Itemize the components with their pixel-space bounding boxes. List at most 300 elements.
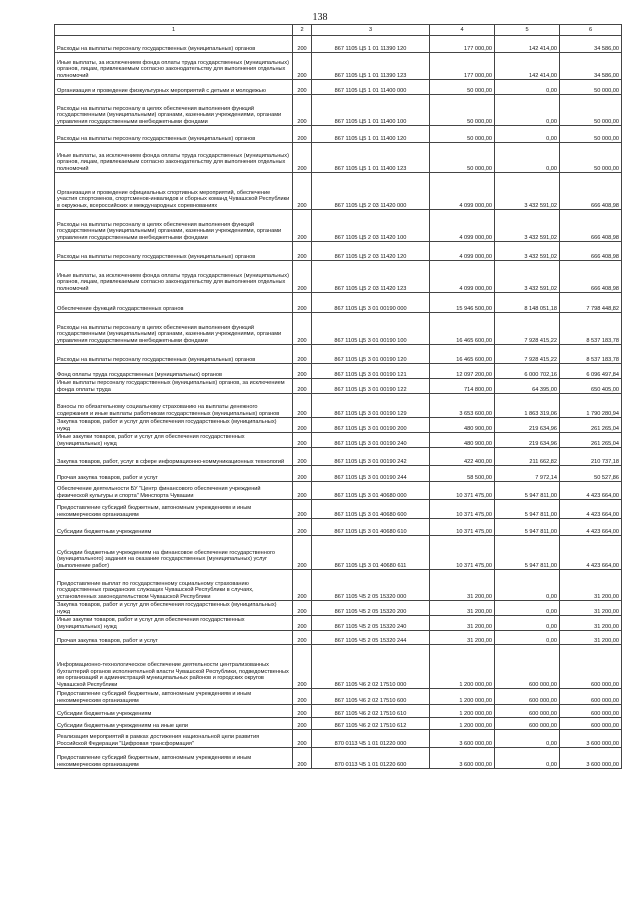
budget-class-code-cell [312,616,430,631]
table-row [55,261,622,293]
row-name-cell [55,53,293,80]
approved-amount-cell [430,536,495,570]
executed-amount-cell [495,95,560,126]
budget-class-code-cell-text: 867 1105 Ц5 2 03 11420 120 [334,253,407,260]
row-name-cell [55,601,293,616]
executed-amount-cell-text: 142 414,00 [529,72,557,79]
admin-code-cell [293,718,312,730]
budget-execution-table [54,24,622,769]
admin-code-cell [293,364,312,379]
row-name-cell-text: Предоставление субсидий бюджетным, автономным учреждениям и иным некоммерческим организациям [57,691,252,704]
table-row [55,313,622,345]
approved-amount-cell [430,705,495,718]
admin-code-cell [293,80,312,95]
unexecuted-amount-cell-text: 50 527,86 [594,474,619,481]
approved-amount-cell [430,36,495,53]
budget-class-code-cell-text: 867 1105 Ч5 2 05 15320 200 [334,608,407,615]
unexecuted-amount-cell [560,616,622,631]
executed-amount-cell-text: 3 432 591,02 [524,253,557,260]
admin-code-cell [293,631,312,645]
budget-class-code-cell [312,433,430,448]
admin-code-cell [293,95,312,126]
approved-amount-cell-text: 3 600 000,00 [459,761,492,768]
budget-class-code-cell [312,482,430,500]
executed-amount-cell-text: 1 863 319,06 [524,410,557,417]
approved-amount-cell-text: 31 200,00 [467,637,492,644]
executed-amount-cell [495,601,560,616]
unexecuted-amount-cell [560,261,622,293]
executed-amount-cell [495,730,560,748]
budget-class-code-cell-text: 867 1105 Ч6 2 02 17510 612 [334,722,407,729]
executed-amount-cell-text: 211 662,82 [529,458,557,465]
executed-amount-cell-text: 64 395,00 [532,386,557,393]
unexecuted-amount-cell-text: 31 200,00 [594,623,619,630]
row-name-cell [55,36,293,53]
unexecuted-amount-cell-text: 7 798 448,82 [586,305,619,312]
approved-amount-cell [430,80,495,95]
unexecuted-amount-cell [560,570,622,601]
budget-class-code-cell [312,173,430,210]
approved-amount-cell-text: 4 099 000,00 [459,253,492,260]
row-name-cell-text: Субсидии бюджетным учреждениям на иные цели [57,722,189,729]
executed-amount-cell-text: 7 928 415,22 [524,356,557,363]
admin-code-cell [293,418,312,433]
approved-amount-cell [430,645,495,689]
approved-amount-cell [430,631,495,645]
table-row [55,95,622,126]
row-name-cell-text: Иные закупки товаров, работ и услуг для обеспечения государственных (муниципальных) нужд [57,617,245,630]
unexecuted-amount-cell-text: 3 600 000,00 [586,761,619,768]
table-row [55,379,622,394]
executed-amount-cell-text: 0,00 [546,165,557,172]
budget-class-code-cell-text: 867 1105 Ц5 3 01 00190 244 [334,474,407,481]
budget-class-code-cell [312,143,430,173]
approved-amount-cell [430,601,495,616]
approved-amount-cell [430,364,495,379]
unexecuted-amount-cell-text: 600 000,00 [591,697,619,704]
budget-class-code-cell-text: 867 1105 Ц5 2 03 11420 000 [334,202,407,209]
unexecuted-amount-cell-text: 210 737,18 [591,458,619,465]
budget-class-code-cell-text: 867 1105 Ц5 3 01 00190 200 [334,425,407,432]
row-name-cell [55,379,293,394]
budget-class-code-cell [312,645,430,689]
unexecuted-amount-cell-text: 6 096 497,84 [586,371,619,378]
executed-amount-cell-text: 3 432 591,02 [524,234,557,241]
admin-code-cell-text: 200 [297,440,307,447]
admin-code-cell [293,293,312,313]
budget-class-code-cell-text: 867 1105 Ч5 2 05 15320 244 [334,637,407,644]
approved-amount-cell-text: 16 465 600,00 [456,356,492,363]
admin-code-cell [293,345,312,364]
budget-class-code-cell-text: 867 1105 Ц5 1 01 11400 000 [334,87,407,94]
admin-code-cell-text: 200 [297,608,307,615]
column-header-3: 3 [312,25,430,36]
row-name-cell [55,210,293,242]
budget-class-code-cell-text: 867 1105 Ц5 3 01 40680 610 [334,528,407,535]
admin-code-cell-text: 200 [297,356,307,363]
budget-class-code-cell-text: 867 1105 Ц5 3 01 00190 120 [334,356,407,363]
column-header-5: 5 [495,25,560,36]
admin-code-cell [293,126,312,143]
executed-amount-cell [495,313,560,345]
table-row [55,730,622,748]
column-header-4: 4 [430,25,495,36]
executed-amount-cell [495,482,560,500]
budget-class-code-cell [312,394,430,418]
budget-class-code-cell-text: 870 0113 Ч5 1 01 01220 000 [334,740,407,747]
admin-code-cell [293,570,312,601]
approved-amount-cell-text: 480 900,00 [464,440,492,447]
unexecuted-amount-cell [560,53,622,80]
admin-code-cell-text: 200 [297,492,307,499]
row-name-cell-text: Обеспечение функций государственных органов [57,305,184,312]
approved-amount-cell-text: 1 200 000,00 [459,722,492,729]
approved-amount-cell-text: 480 900,00 [464,425,492,432]
column-header-6: 6 [560,25,622,36]
admin-code-cell-text: 200 [297,623,307,630]
budget-class-code-cell-text: 867 1105 Ц5 1 01 11390 123 [334,72,407,79]
row-name-cell [55,364,293,379]
admin-code-cell [293,53,312,80]
budget-class-code-cell-text: 867 1105 Ч6 2 02 17510 600 [334,697,407,704]
approved-amount-cell-text: 50 000,00 [467,135,492,142]
approved-amount-cell [430,345,495,364]
unexecuted-amount-cell [560,242,622,261]
executed-amount-cell [495,210,560,242]
table-row [55,448,622,466]
page-number: 138 [312,12,328,23]
budget-class-code-cell [312,242,430,261]
approved-amount-cell [430,394,495,418]
unexecuted-amount-cell [560,536,622,570]
row-name-cell-text: Иные выплаты, за исключением фонда оплаты труда государственных (муниципальных) органов, лицам, привлекаемым согласно законодательству для выполнения отдельных полномочий [57,59,289,79]
budget-class-code-cell [312,466,430,482]
admin-code-cell [293,705,312,718]
row-name-cell-text: Прочая закупка товаров, работ и услуг [57,637,158,644]
approved-amount-cell-text: 31 200,00 [467,623,492,630]
admin-code-cell-text: 200 [297,371,307,378]
approved-amount-cell-text: 3 653 600,00 [459,410,492,417]
executed-amount-cell-text: 600 000,00 [529,722,557,729]
admin-code-cell-text: 200 [297,593,307,600]
table-row [55,500,622,519]
row-name-cell-text: Взносы по обязательному социальному страхованию на выплаты денежного содержания и иные выплаты работникам государственных (муниципальных) органов [57,404,280,417]
table-body [55,36,622,769]
budget-class-code-cell [312,748,430,769]
admin-code-cell [293,313,312,345]
row-name-cell [55,394,293,418]
executed-amount-cell-text: 6 000 702,16 [524,371,557,378]
approved-amount-cell-text: 31 200,00 [467,608,492,615]
unexecuted-amount-cell [560,143,622,173]
column-header-2: 2 [293,25,312,36]
unexecuted-amount-cell-text: 50 000,00 [594,118,619,125]
budget-class-code-cell-text: 867 1105 Ч6 2 02 17510 610 [334,710,407,717]
admin-code-cell-text: 200 [297,386,307,393]
executed-amount-cell-text: 5 947 811,00 [524,562,557,569]
unexecuted-amount-cell-text: 600 000,00 [591,710,619,717]
unexecuted-amount-cell [560,482,622,500]
admin-code-cell-text: 200 [297,118,307,125]
admin-code-cell-text: 200 [297,511,307,518]
budget-class-code-cell-text: 867 1105 Ц5 3 01 40680 600 [334,511,407,518]
unexecuted-amount-cell [560,313,622,345]
approved-amount-cell [430,730,495,748]
budget-class-code-cell [312,519,430,536]
admin-code-cell [293,482,312,500]
row-name-cell-text: Расходы на выплаты персоналу государственных (муниципальных) органов [57,356,256,363]
unexecuted-amount-cell-text: 34 586,00 [594,72,619,79]
admin-code-cell-text: 200 [297,410,307,417]
unexecuted-amount-cell [560,126,622,143]
row-name-cell-text: Закупка товаров, работ, услуг в сфере информационно-коммуникационных технологий [57,458,285,465]
budget-class-code-cell [312,95,430,126]
approved-amount-cell-text: 10 371 475,00 [456,562,492,569]
row-name-cell-text: Субсидии бюджетным учреждениям на финансовое обеспечение государственного (муниципального) задания на оказание государственных (муниципальных) услуг (выполнение работ) [57,549,275,569]
admin-code-cell [293,261,312,293]
row-name-cell [55,143,293,173]
executed-amount-cell [495,570,560,601]
table-row [55,466,622,482]
unexecuted-amount-cell-text: 50 000,00 [594,135,619,142]
unexecuted-amount-cell [560,631,622,645]
admin-code-cell-text: 200 [297,253,307,260]
unexecuted-amount-cell [560,730,622,748]
budget-class-code-cell-text: 867 1105 Ц5 3 01 00190 242 [334,458,407,465]
executed-amount-cell [495,394,560,418]
budget-class-code-cell-text: 867 1105 Ч5 2 05 15320 240 [334,623,407,630]
approved-amount-cell-text: 4 099 000,00 [459,285,492,292]
admin-code-cell [293,730,312,748]
approved-amount-cell-text: 3 600 000,00 [459,740,492,747]
admin-code-cell [293,448,312,466]
row-name-cell-text: Расходы на выплаты персоналу государственных (муниципальных) органов [57,253,256,260]
budget-class-code-cell [312,730,430,748]
admin-code-cell-text: 200 [297,425,307,432]
approved-amount-cell [430,616,495,631]
budget-class-code-cell [312,500,430,519]
row-name-cell-text: Фонд оплаты труда государственных (муниципальных) органов [57,371,222,378]
executed-amount-cell [495,379,560,394]
executed-amount-cell-text: 5 947 811,00 [524,492,557,499]
row-name-cell [55,418,293,433]
admin-code-cell [293,519,312,536]
row-name-cell-text: Закупка товаров, работ и услуг для обеспечения государственных (муниципальных) нужд [57,602,277,615]
unexecuted-amount-cell [560,36,622,53]
approved-amount-cell-text: 1 200 000,00 [459,681,492,688]
table-row [55,601,622,616]
executed-amount-cell [495,466,560,482]
admin-code-cell [293,379,312,394]
executed-amount-cell [495,126,560,143]
admin-code-cell [293,616,312,631]
budget-class-code-cell [312,705,430,718]
budget-class-code-cell [312,364,430,379]
executed-amount-cell-text: 0,00 [546,87,557,94]
executed-amount-cell [495,80,560,95]
row-name-cell-text: Субсидии бюджетным учреждениям [57,528,152,535]
table-row [55,705,622,718]
unexecuted-amount-cell-text: 31 200,00 [594,608,619,615]
row-name-cell [55,689,293,705]
table-row [55,126,622,143]
table-row [55,536,622,570]
executed-amount-cell-text: 219 634,96 [529,425,557,432]
executed-amount-cell [495,173,560,210]
executed-amount-cell [495,748,560,769]
row-name-cell [55,482,293,500]
table-row [55,210,622,242]
approved-amount-cell-text: 50 000,00 [467,118,492,125]
approved-amount-cell [430,379,495,394]
executed-amount-cell-text: 7 972,14 [535,474,557,481]
approved-amount-cell-text: 422 400,00 [464,458,492,465]
row-name-cell-text: Субсидии бюджетным учреждениям [57,710,152,717]
approved-amount-cell [430,748,495,769]
budget-class-code-cell [312,448,430,466]
approved-amount-cell-text: 177 000,00 [464,45,492,52]
executed-amount-cell [495,418,560,433]
admin-code-cell-text: 200 [297,681,307,688]
approved-amount-cell-text: 177 000,00 [464,72,492,79]
budget-class-code-cell [312,36,430,53]
budget-class-code-cell-text: 867 1105 Ц5 1 01 11400 120 [334,135,407,142]
admin-code-cell-text: 200 [297,165,307,172]
approved-amount-cell [430,210,495,242]
budget-class-code-cell-text: 867 1105 Ц5 3 01 40680 611 [334,562,407,569]
budget-class-code-cell [312,601,430,616]
admin-code-cell-text: 200 [297,135,307,142]
admin-code-cell-text: 200 [297,710,307,717]
approved-amount-cell [430,261,495,293]
admin-code-cell-text: 200 [297,740,307,747]
budget-class-code-cell-text: 867 1105 Ц5 3 01 00190 100 [334,337,407,344]
approved-amount-cell [430,53,495,80]
executed-amount-cell-text: 0,00 [546,593,557,600]
unexecuted-amount-cell-text: 261 265,04 [591,425,619,432]
table-row [55,645,622,689]
unexecuted-amount-cell-text: 666 408,98 [591,253,619,260]
executed-amount-cell-text: 0,00 [546,623,557,630]
executed-amount-cell [495,689,560,705]
unexecuted-amount-cell [560,173,622,210]
row-name-cell-text: Иные выплаты, за исключением фонда оплаты труда государственных (муниципальных) органов, лицам, привлекаемым согласно законодательству для выполнения отдельных полномочий [57,152,289,172]
row-name-cell-text: Предоставление субсидий бюджетным, автономным учреждениям и иным некоммерческим организациям [57,755,252,768]
executed-amount-cell-text: 3 432 591,02 [524,202,557,209]
unexecuted-amount-cell [560,601,622,616]
table-row [55,482,622,500]
unexecuted-amount-cell [560,519,622,536]
table-row [55,143,622,173]
approved-amount-cell-text: 714 800,00 [464,386,492,393]
table-row [55,293,622,313]
row-name-cell [55,730,293,748]
admin-code-cell-text: 200 [297,722,307,729]
admin-code-cell [293,36,312,53]
row-name-cell [55,433,293,448]
admin-code-cell-text: 200 [297,234,307,241]
approved-amount-cell [430,689,495,705]
budget-class-code-cell [312,261,430,293]
budget-class-code-cell [312,689,430,705]
executed-amount-cell [495,53,560,80]
executed-amount-cell-text: 8 148 051,18 [524,305,557,312]
unexecuted-amount-cell-text: 261 265,04 [591,440,619,447]
table-row [55,242,622,261]
admin-code-cell-text: 200 [297,697,307,704]
row-name-cell [55,293,293,313]
admin-code-cell-text: 200 [297,202,307,209]
unexecuted-amount-cell-text: 31 200,00 [594,593,619,600]
budget-class-code-cell-text: 867 1105 Ц5 1 01 11400 100 [334,118,407,125]
row-name-cell-text: Обеспечение деятельности БУ "Центр финансового обеспечения учреждений физической культуры и спорта" Минспорта Чувашии [57,486,261,499]
executed-amount-cell-text: 0,00 [546,608,557,615]
executed-amount-cell [495,519,560,536]
executed-amount-cell [495,616,560,631]
row-name-cell [55,448,293,466]
executed-amount-cell [495,293,560,313]
row-name-cell [55,645,293,689]
table-row [55,53,622,80]
executed-amount-cell [495,536,560,570]
budget-class-code-cell-text: 867 1105 Ц5 1 01 11390 120 [334,45,407,52]
unexecuted-amount-cell-text: 666 408,98 [591,202,619,209]
budget-class-code-cell [312,210,430,242]
table-row [55,345,622,364]
approved-amount-cell-text: 50 000,00 [467,87,492,94]
row-name-cell [55,631,293,645]
executed-amount-cell [495,345,560,364]
executed-amount-cell-text: 0,00 [546,135,557,142]
budget-class-code-cell [312,379,430,394]
table-row [55,394,622,418]
row-name-cell-text: Организация и проведение официальных спортивных мероприятий, обеспечение участия спортсменов, спортсменов-инвалидов и сборных команд Чувашской Республики в окружных, всероссийских и международных соревнованиях [57,189,290,209]
row-name-cell-text: Расходы на выплаты персоналу в целях обеспечения выполнения функций государственными (муниципальными) органами, казенными учреждениями, органами управления государственными внебюджетными фондами [57,324,282,344]
admin-code-cell-text: 200 [297,305,307,312]
table-row [55,748,622,769]
admin-code-cell-text: 200 [297,337,307,344]
row-name-cell-text: Иные выплаты, за исключением фонда оплаты труда государственных (муниципальных) органов, лицам, привлекаемым согласно законодательству для выполнения отдельных полномочий [57,272,289,292]
admin-code-cell [293,394,312,418]
admin-code-cell [293,173,312,210]
executed-amount-cell-text: 0,00 [546,761,557,768]
executed-amount-cell [495,433,560,448]
row-name-cell-text: Расходы на выплаты персоналу государственных (муниципальных) органов [57,45,256,52]
unexecuted-amount-cell [560,448,622,466]
table-row [55,36,622,53]
budget-class-code-cell-text: 867 1105 Ц5 3 01 00190 000 [334,305,407,312]
unexecuted-amount-cell-text: 4 423 664,00 [586,528,619,535]
approved-amount-cell-text: 4 099 000,00 [459,234,492,241]
approved-amount-cell-text: 16 465 600,00 [456,337,492,344]
executed-amount-cell-text: 5 947 811,00 [524,528,557,535]
approved-amount-cell [430,448,495,466]
executed-amount-cell-text: 0,00 [546,118,557,125]
admin-code-cell-text: 200 [297,562,307,569]
approved-amount-cell-text: 1 200 000,00 [459,710,492,717]
unexecuted-amount-cell-text: 4 423 664,00 [586,562,619,569]
budget-class-code-cell-text: 867 1105 Ч6 2 02 17510 000 [334,681,407,688]
column-number-header-row [55,25,622,36]
unexecuted-amount-cell-text: 8 537 183,78 [586,337,619,344]
approved-amount-cell-text: 31 200,00 [467,593,492,600]
unexecuted-amount-cell [560,466,622,482]
budget-class-code-cell [312,418,430,433]
executed-amount-cell-text: 142 414,00 [529,45,557,52]
unexecuted-amount-cell [560,645,622,689]
budget-class-code-cell [312,570,430,601]
approved-amount-cell [430,466,495,482]
